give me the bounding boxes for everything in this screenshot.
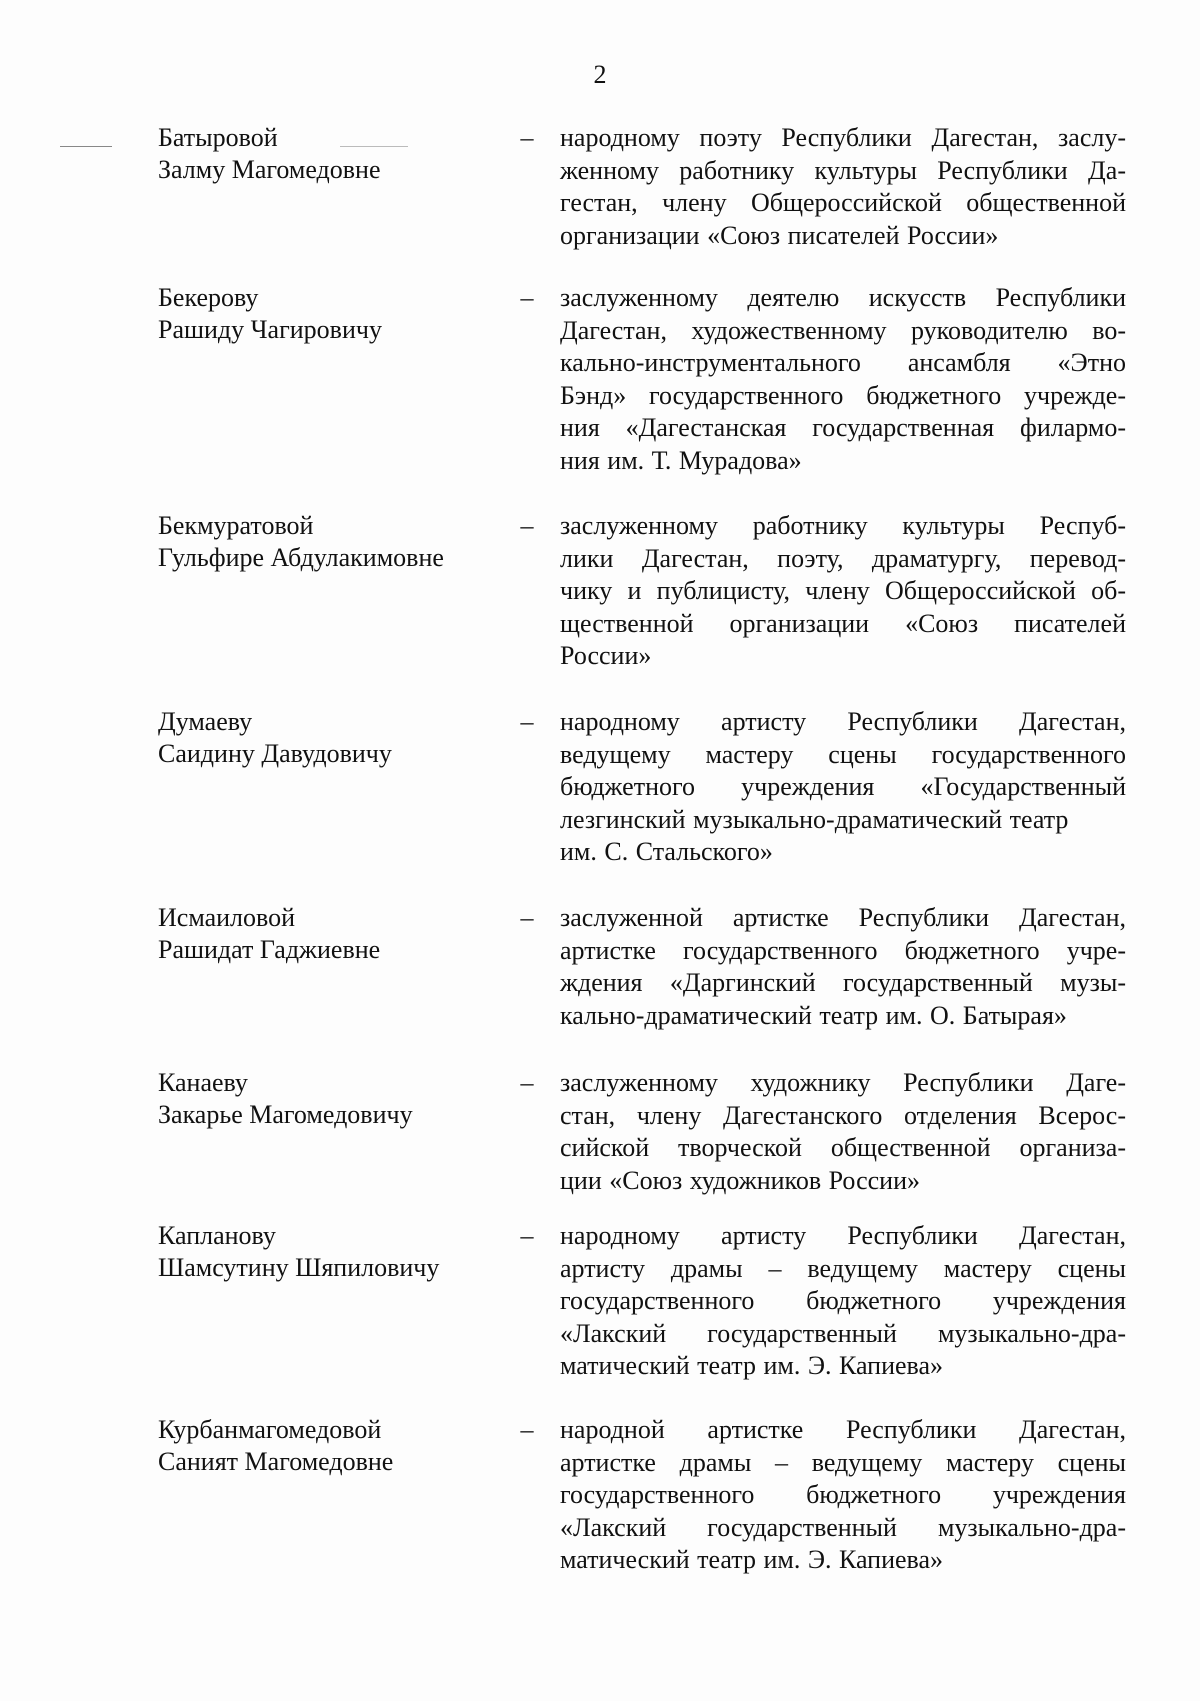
description-line: матический театр им. Э. Капиева» (560, 1351, 944, 1380)
recipient-name (158, 1414, 498, 1478)
recipient-name (158, 1067, 498, 1131)
recipient-surname: Бекерову (158, 283, 259, 312)
description-line: гестан, члену Общероссийской общественной (560, 188, 1126, 217)
description-line: щественной организации «Союз писателей (560, 608, 1126, 638)
recipient-name (158, 510, 498, 574)
recipient-name (158, 902, 498, 966)
description-line: артисту драмы – ведущему мастеру сцены (560, 1253, 1126, 1283)
entry-dash: – (520, 123, 534, 152)
description-line: государственного бюджетного учреждения (560, 1480, 1126, 1509)
recipient-name (158, 282, 498, 346)
description-line: заслуженному художнику Республики Даге- (560, 1068, 1126, 1097)
description-line: государственного бюджетного учреждения (560, 1286, 1126, 1315)
description-line: России» (560, 641, 652, 670)
award-description (560, 706, 1126, 869)
recipient-given-name: Саидину Давудовичу (158, 739, 392, 768)
description-line: стан, члену Дагестанского отделения Всерос- (560, 1100, 1126, 1130)
award-description (560, 902, 1126, 1032)
description-line: Бэнд» государственного бюджетного учрежде- (560, 380, 1126, 410)
recipient-surname: Бекмуратовой (158, 511, 314, 540)
award-description (560, 282, 1126, 477)
description-line: народному артисту Республики Дагестан, (560, 707, 1126, 736)
description-line: им. С. Стальского» (560, 837, 773, 866)
recipient-given-name: Закарье Магомедовичу (158, 1100, 413, 1129)
description-line: сийской творческой общественной организа- (560, 1133, 1126, 1162)
description-line: заслуженной артистке Республики Дагестан, (560, 903, 1126, 932)
recipient-surname: Думаеву (158, 707, 253, 736)
recipient-surname: Исмаиловой (158, 903, 296, 932)
description-line: бюджетного учреждения «Государственный (560, 772, 1126, 801)
description-line: артистке драмы – ведущему мастеру сцены (560, 1447, 1126, 1477)
description-line: матический театр им. Э. Капиева» (560, 1545, 944, 1574)
recipient-given-name: Гульфире Абдулакимовне (158, 543, 444, 572)
recipient-surname: Курбанмагомедовой (158, 1415, 382, 1444)
recipient-surname: Капланову (158, 1221, 276, 1250)
entry-dash: – (520, 707, 534, 736)
recipient-given-name: Саният Магомедовне (158, 1447, 394, 1476)
award-description (560, 1067, 1126, 1197)
recipient-name (158, 1220, 498, 1284)
description-line: народному поэту Республики Дагестан, заслу- (560, 123, 1126, 152)
entry-dash: – (520, 283, 534, 312)
recipient-surname: Батыровой (158, 123, 278, 152)
entry-dash: – (520, 903, 534, 932)
recipient-given-name: Шамсутину Шяпиловичу (158, 1253, 440, 1282)
recipient-name (158, 706, 498, 770)
description-line: заслуженному деятелю искусств Республики (560, 283, 1126, 312)
recipient-surname: Канаеву (158, 1068, 248, 1097)
description-line: кально-драматический театр им. О. Батырая» (560, 1000, 1067, 1030)
entry-dash: – (520, 1415, 534, 1444)
page-number: 2 (593, 60, 607, 89)
description-line: ции «Союз художников России» (560, 1165, 920, 1195)
award-description (560, 1220, 1126, 1383)
description-line: лики Дагестан, поэту, драматургу, перевод- (560, 543, 1126, 573)
description-line: ведущему мастеру сцены государственного (560, 739, 1126, 769)
description-line: женному работнику культуры Республики Да- (560, 155, 1126, 185)
recipient-given-name: Рашидат Гаджиевне (158, 935, 381, 964)
description-line: ждения «Даргинский государственный музы- (560, 968, 1126, 997)
recipient-given-name: Залму Магомедовне (158, 155, 381, 184)
recipient-name (158, 122, 498, 186)
description-line: «Лакский государственный музыкально-дра- (560, 1512, 1126, 1542)
description-line: народному артисту Республики Дагестан, (560, 1221, 1126, 1250)
entry-dash: – (520, 1221, 534, 1250)
award-description (560, 1414, 1126, 1577)
description-line: чику и публицисту, члену Общероссийской об- (560, 576, 1126, 605)
description-line: ния «Дагестанская государственная филармо- (560, 413, 1126, 442)
description-line: лезгинский музыкально-драматический театр (560, 804, 1069, 834)
description-line: организации «Союз писателей России» (560, 220, 999, 250)
description-line: заслуженному работнику культуры Респуб- (560, 511, 1126, 540)
recipient-given-name: Рашиду Чагировичу (158, 315, 382, 344)
description-line: кально-инструментального ансамбля «Этно (560, 348, 1126, 377)
description-line: «Лакский государственный музыкально-дра- (560, 1318, 1126, 1348)
scan-speck (60, 146, 112, 147)
description-line: Дагестан, художественному руководителю во- (560, 315, 1126, 345)
description-line: ния им. Т. Мурадова» (560, 445, 802, 475)
description-line: артистке государственного бюджетного учре- (560, 935, 1126, 965)
award-description (560, 510, 1126, 673)
award-description (560, 122, 1126, 252)
entry-dash: – (520, 511, 534, 540)
entry-dash: – (520, 1068, 534, 1097)
description-line: народной артистке Республики Дагестан, (560, 1415, 1126, 1444)
